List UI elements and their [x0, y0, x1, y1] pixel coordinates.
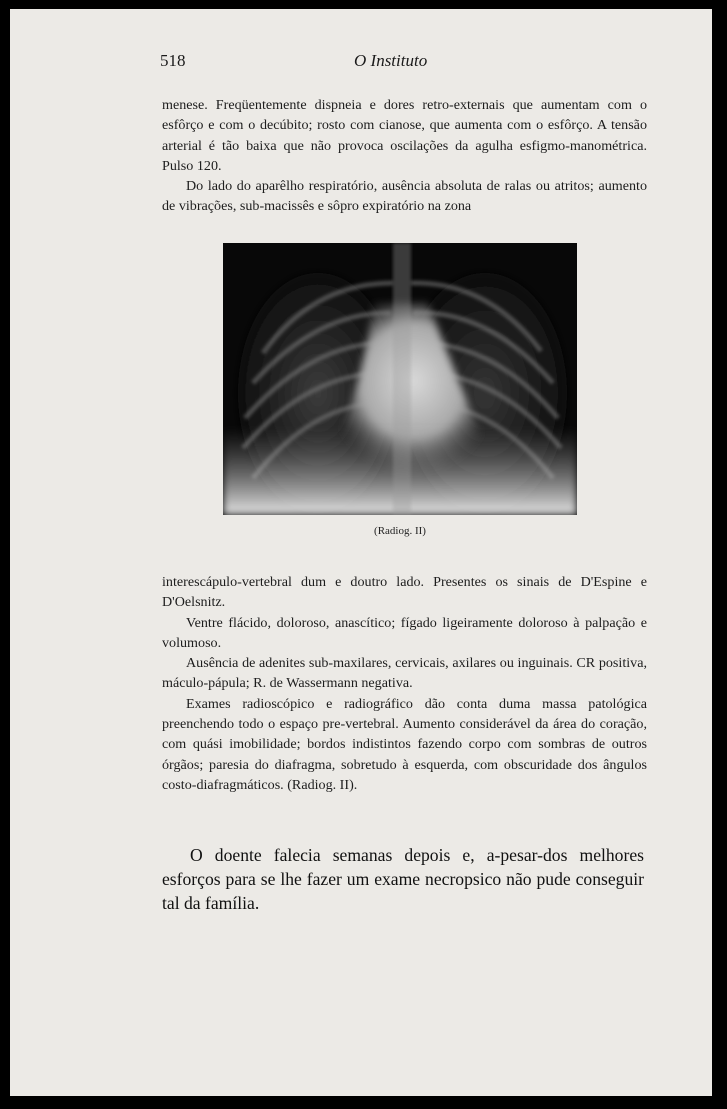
paragraph: menese. Freqüentemente dispneia e dores retro-externais que aumentam com o esfôrço e com o decúbito; rosto com cianose, que aumenta com o esfôrço. A tensão arterial é tão baixa que não provoca oscilações da agulha esfigmo-manométrica. Pulso 120. [162, 97, 647, 174]
text-block-bottom [162, 572, 647, 795]
chest-radiograph-image [223, 243, 577, 515]
figure-caption: (Radiog. II) [374, 525, 426, 537]
closing-paragraph-block [162, 843, 644, 915]
page-number: 518 [160, 51, 186, 70]
paragraph: Ausência de adenites sub-maxilares, cervicais, axilares ou inguinais. CR positiva, máculo-pápula; R. de Wassermann negativa. [162, 655, 647, 692]
paragraph: Exames radioscópico e radiográfico dão conta duma massa patológica preenchendo todo o espaço pre-vertebral. Aumento considerável da área do coração, com quási imobilidade; bordos indistintos fazendo corpo com sombras de outros órgãos; paresia do diafragma, sobretudo à esquerda, com obscuridade dos ângulos costo-diafragmáticos. (Radiog. II). [162, 695, 647, 793]
running-title: O Instituto [354, 51, 428, 70]
radiograph-drawing [223, 243, 577, 515]
paragraph: Ventre flácido, doloroso, anascítico; fígado ligeiramente doloroso à palpação e volumoso. [162, 614, 647, 651]
paragraph: Do lado do aparêlho respiratório, ausência absoluta de ralas ou atritos; aumento de vibrações, sub-macissês e sôpro expiratório na zona [162, 178, 647, 215]
text-block-top [162, 95, 647, 217]
closing-paragraph: O doente falecia semanas depois e, a-pesar-dos melhores esforços para se lhe fazer um exame necropsico não pude conseguir tal da família. [162, 845, 644, 913]
book-page [10, 9, 712, 1096]
paragraph: interescápulo-vertebral dum e doutro lado. Presentes os sinais de D'Espine e D'Oelsnitz. [162, 574, 647, 611]
page-header [160, 51, 647, 75]
